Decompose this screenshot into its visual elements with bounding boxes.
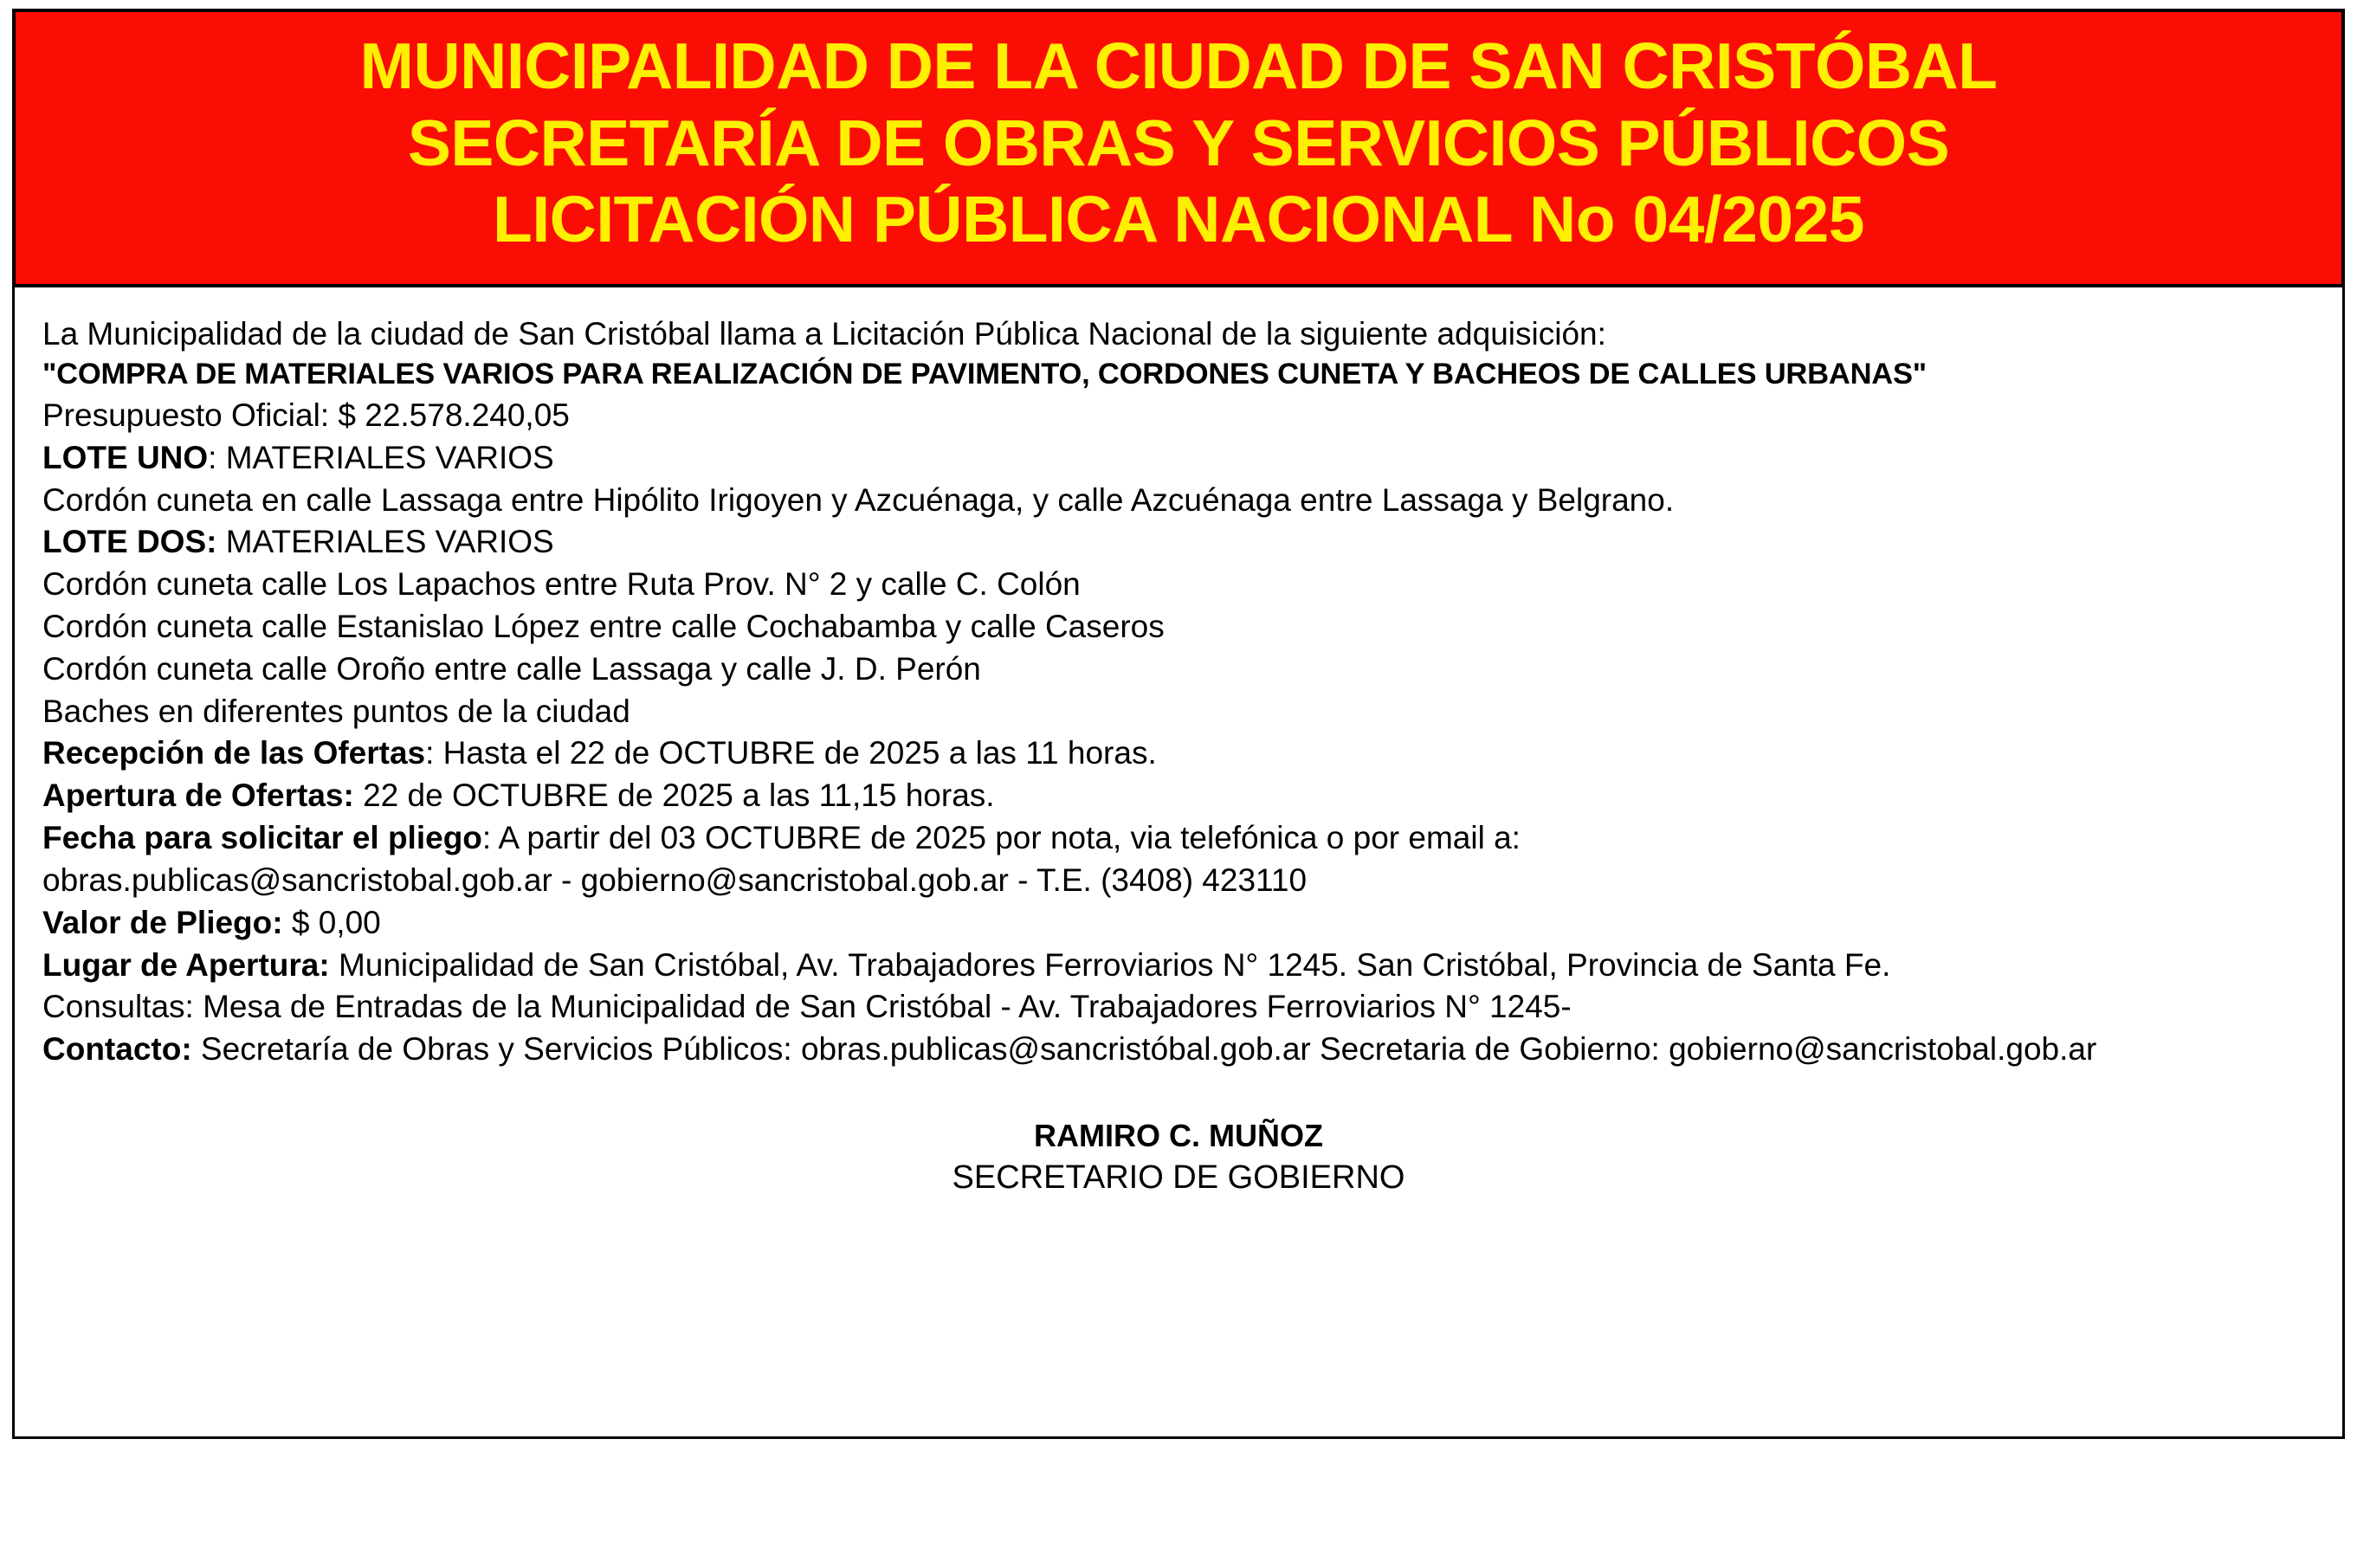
lote-dos-detail-4: Baches en diferentes puntos de la ciudad (42, 693, 630, 729)
signature-role: SECRETARIO DE GOBIERNO (952, 1158, 1405, 1196)
signature-block (42, 1116, 2315, 1199)
header-line-municipality: MUNICIPALIDAD DE LA CIUDAD DE SAN CRISTÓBAL (359, 29, 1998, 102)
opening-value: 22 de OCTUBRE de 2025 a las 11,15 horas. (353, 778, 995, 814)
opening-row (42, 775, 2315, 817)
pliego-row (42, 817, 2315, 860)
notice-header (12, 9, 2345, 287)
opening-label: Apertura de Ofertas: (42, 778, 354, 814)
lote-dos-row (42, 521, 2315, 564)
lote-dos-detail-1: Cordón cuneta calle Los Lapachos entre Ruta Prov. N° 2 y calle C. Colón (42, 566, 1081, 603)
contacto-row (42, 1029, 2315, 1071)
valor-row (42, 902, 2315, 945)
lote-dos-label: LOTE DOS: (42, 524, 217, 560)
lote-dos-value: MATERIALES VARIOS (216, 524, 554, 560)
reception-row (42, 732, 2315, 775)
contacto-value: Secretaría de Obras y Servicios Públicos: obras.publicas@sancristóbal.gob.ar Secretaria de Gobierno: gobierno@sancristobal.gob.ar (191, 1031, 2097, 1068)
notice-body (12, 287, 2345, 1439)
pliego-label: Fecha para solicitar el pliego (42, 820, 482, 856)
lote-uno-value: : MATERIALES VARIOS (208, 439, 554, 475)
consultas-text: Consultas: Mesa de Entradas de la Municipalidad de San Cristóbal - Av. Trabajadores Ferroviarios N° 1245- (42, 989, 1572, 1025)
valor-value: $ 0,00 (282, 904, 381, 940)
reception-label: Recepción de las Ofertas (42, 735, 426, 771)
lugar-label: Lugar de Apertura: (42, 946, 330, 983)
pliego-contact: obras.publicas@sancristobal.gob.ar - gobierno@sancristobal.gob.ar - T.E. (3408) 423110 (42, 861, 1308, 898)
lugar-value: Municipalidad de San Cristóbal, Av. Trabajadores Ferroviarios N° 1245. San Cristóbal, Provincia de Santa Fe. (329, 946, 1891, 983)
valor-label: Valor de Pliego: (42, 904, 283, 940)
contacto-label: Contacto: (42, 1031, 192, 1068)
lugar-row (42, 945, 2315, 987)
budget-text: Presupuesto Oficial: $ 22.578.240,05 (42, 397, 570, 433)
object-title: "COMPRA DE MATERIALES VARIOS PARA REALIZACIÓN DE PAVIMENTO, CORDONES CUNETA Y BACHEOS DE CALLES URBANAS" (42, 358, 1927, 391)
lote-uno-detail: Cordón cuneta en calle Lassaga entre Hipólito Irigoyen y Azcuénaga, y calle Azcuénaga entre Lassaga y Belgrano. (42, 481, 1675, 518)
lote-uno-label: LOTE UNO (42, 439, 209, 475)
lote-dos-detail-3: Cordón cuneta calle Oroño entre calle Lassaga y calle J. D. Perón (42, 650, 981, 687)
header-line-secretariat: SECRETARÍA DE OBRAS Y SERVICIOS PÚBLICOS (407, 106, 1950, 179)
signature-name: RAMIRO C. MUÑOZ (1034, 1118, 1323, 1154)
reception-value: : Hasta el 22 de OCTUBRE de 2025 a las 11 horas. (425, 735, 1157, 771)
intro-text: La Municipalidad de la ciudad de San Cristóbal llama a Licitación Pública Nacional de la siguiente adquisición: (42, 315, 1606, 352)
lote-dos-detail-2: Cordón cuneta calle Estanislao López entre calle Cochabamba y calle Caseros (42, 609, 1165, 644)
lote-uno-row (42, 437, 2315, 480)
pliego-value: : A partir del 03 OCTUBRE de 2025 por nota, via telefónica o por email a: (481, 820, 1521, 856)
header-line-tender-number: LICITACIÓN PÚBLICA NACIONAL No 04/2025 (493, 183, 1864, 255)
